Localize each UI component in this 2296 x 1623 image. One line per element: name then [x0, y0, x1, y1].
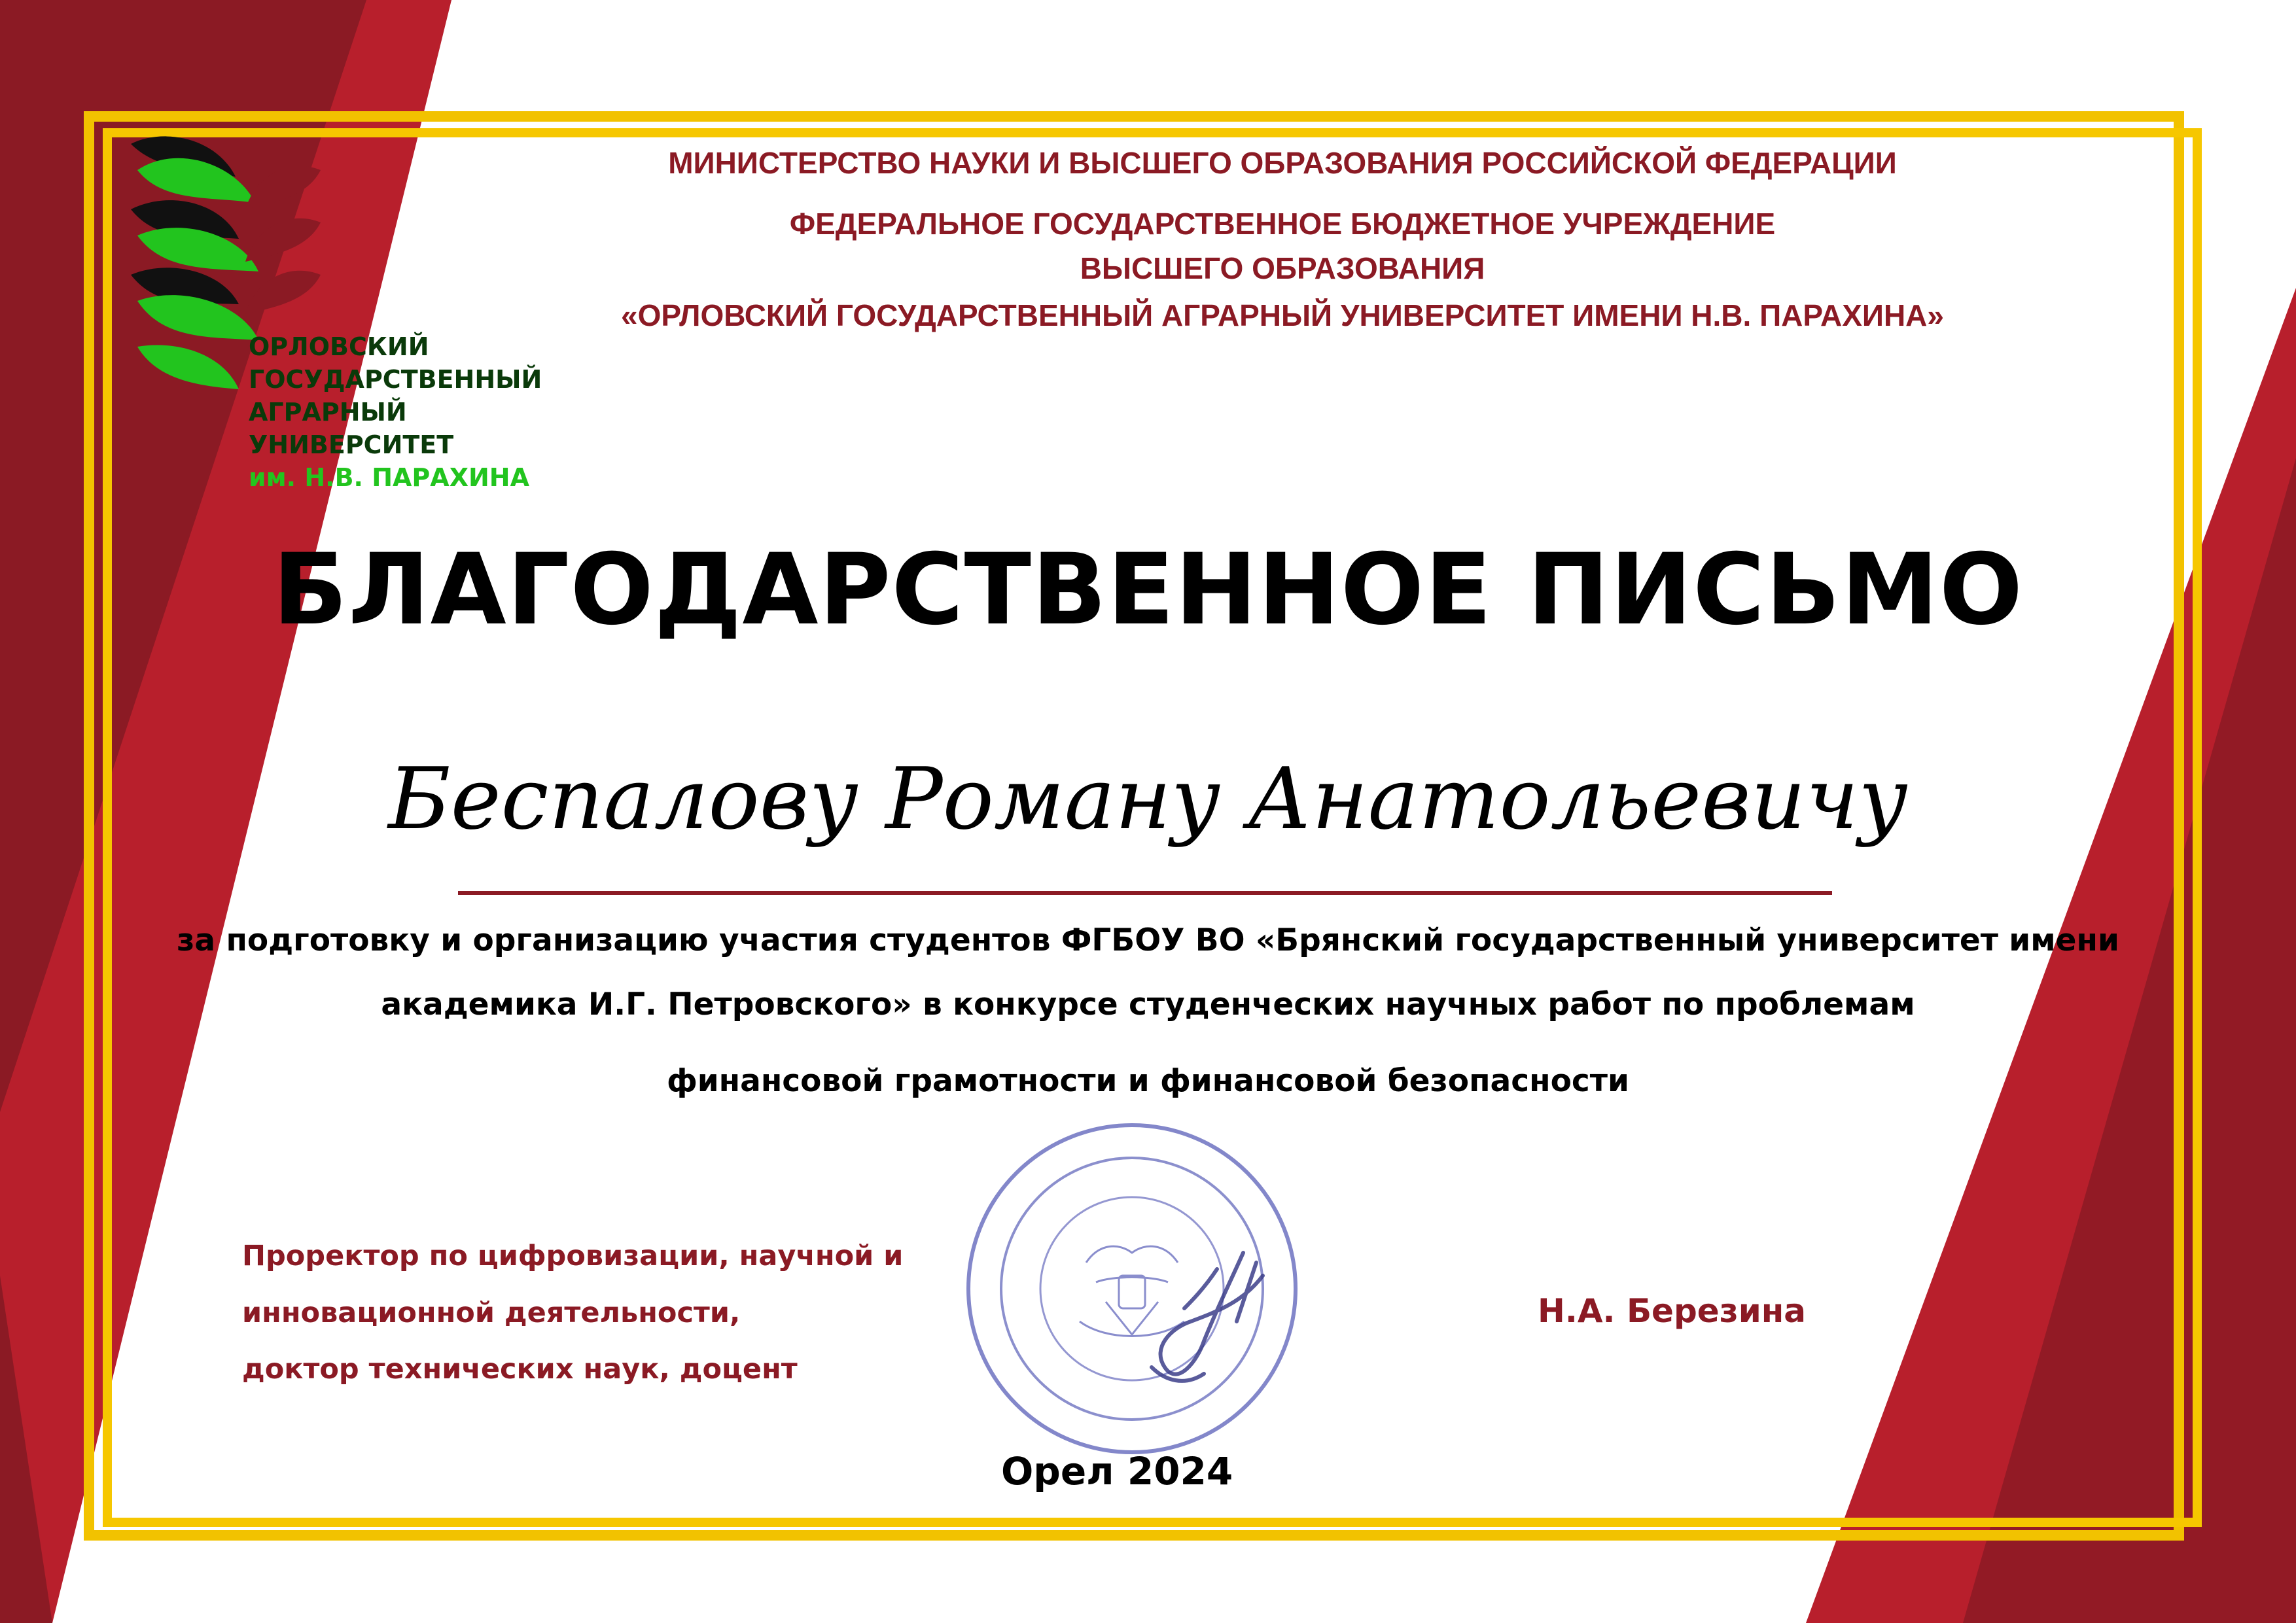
signer-name: Н.А. Березина: [1538, 1292, 1807, 1330]
body-line-3: финансовой грамотности и финансовой безопасности: [667, 1063, 1629, 1099]
recipient-name: Беспалову Роману Анатольевичу: [388, 749, 1908, 848]
document-title: БЛАГОДАРСТВЕННОЕ ПИСЬМО: [272, 533, 2024, 647]
logo-line-1: ОРЛОВСКИЙ: [249, 332, 429, 361]
logo-line-3: АГРАРНЫЙ: [249, 398, 407, 427]
header-university-name: «ОРЛОВСКИЙ ГОСУДАРСТВЕННЫЙ АГРАРНЫЙ УНИВЕРСИТЕТ ИМЕНИ Н.В. ПАРАХИНА»: [621, 298, 1944, 332]
signer-role-line-2: инновационной деятельности,: [242, 1297, 741, 1329]
logo-line-4: УНИВЕРСИТЕТ: [249, 430, 454, 459]
signer-role-line-1: Проректор по цифровизации, научной и: [242, 1240, 904, 1272]
logo-line-2: ГОСУДАРСТВЕННЫЙ: [249, 365, 542, 394]
official-seal: [955, 1112, 1309, 1465]
header-ministry: МИНИСТЕРСТВО НАУКИ И ВЫСШЕГО ОБРАЗОВАНИЯ РОССИЙСКОЙ ФЕДЕРАЦИИ: [668, 146, 1897, 180]
body-line-1: за подготовку и организацию участия студентов ФГБОУ ВО «Брянский государственный университет имени: [177, 922, 2119, 958]
header-education-level: ВЫСШЕГО ОБРАЗОВАНИЯ: [1080, 251, 1485, 285]
city-year: Орел 2024: [1001, 1449, 1233, 1493]
recipient-underline: [458, 891, 1832, 895]
header-institution-type: ФЕДЕРАЛЬНОЕ ГОСУДАРСТВЕННОЕ БЮДЖЕТНОЕ УЧРЕЖДЕНИЕ: [789, 207, 1776, 241]
body-line-2: академика И.Г. Петровского» в конкурсе студенческих научных работ по проблемам: [381, 986, 1915, 1022]
logo-line-5: им. Н.В. ПАРАХИНА: [249, 463, 530, 492]
logo-caption: [249, 330, 542, 494]
signer-role-line-3: доктор технических наук, доцент: [242, 1353, 798, 1386]
